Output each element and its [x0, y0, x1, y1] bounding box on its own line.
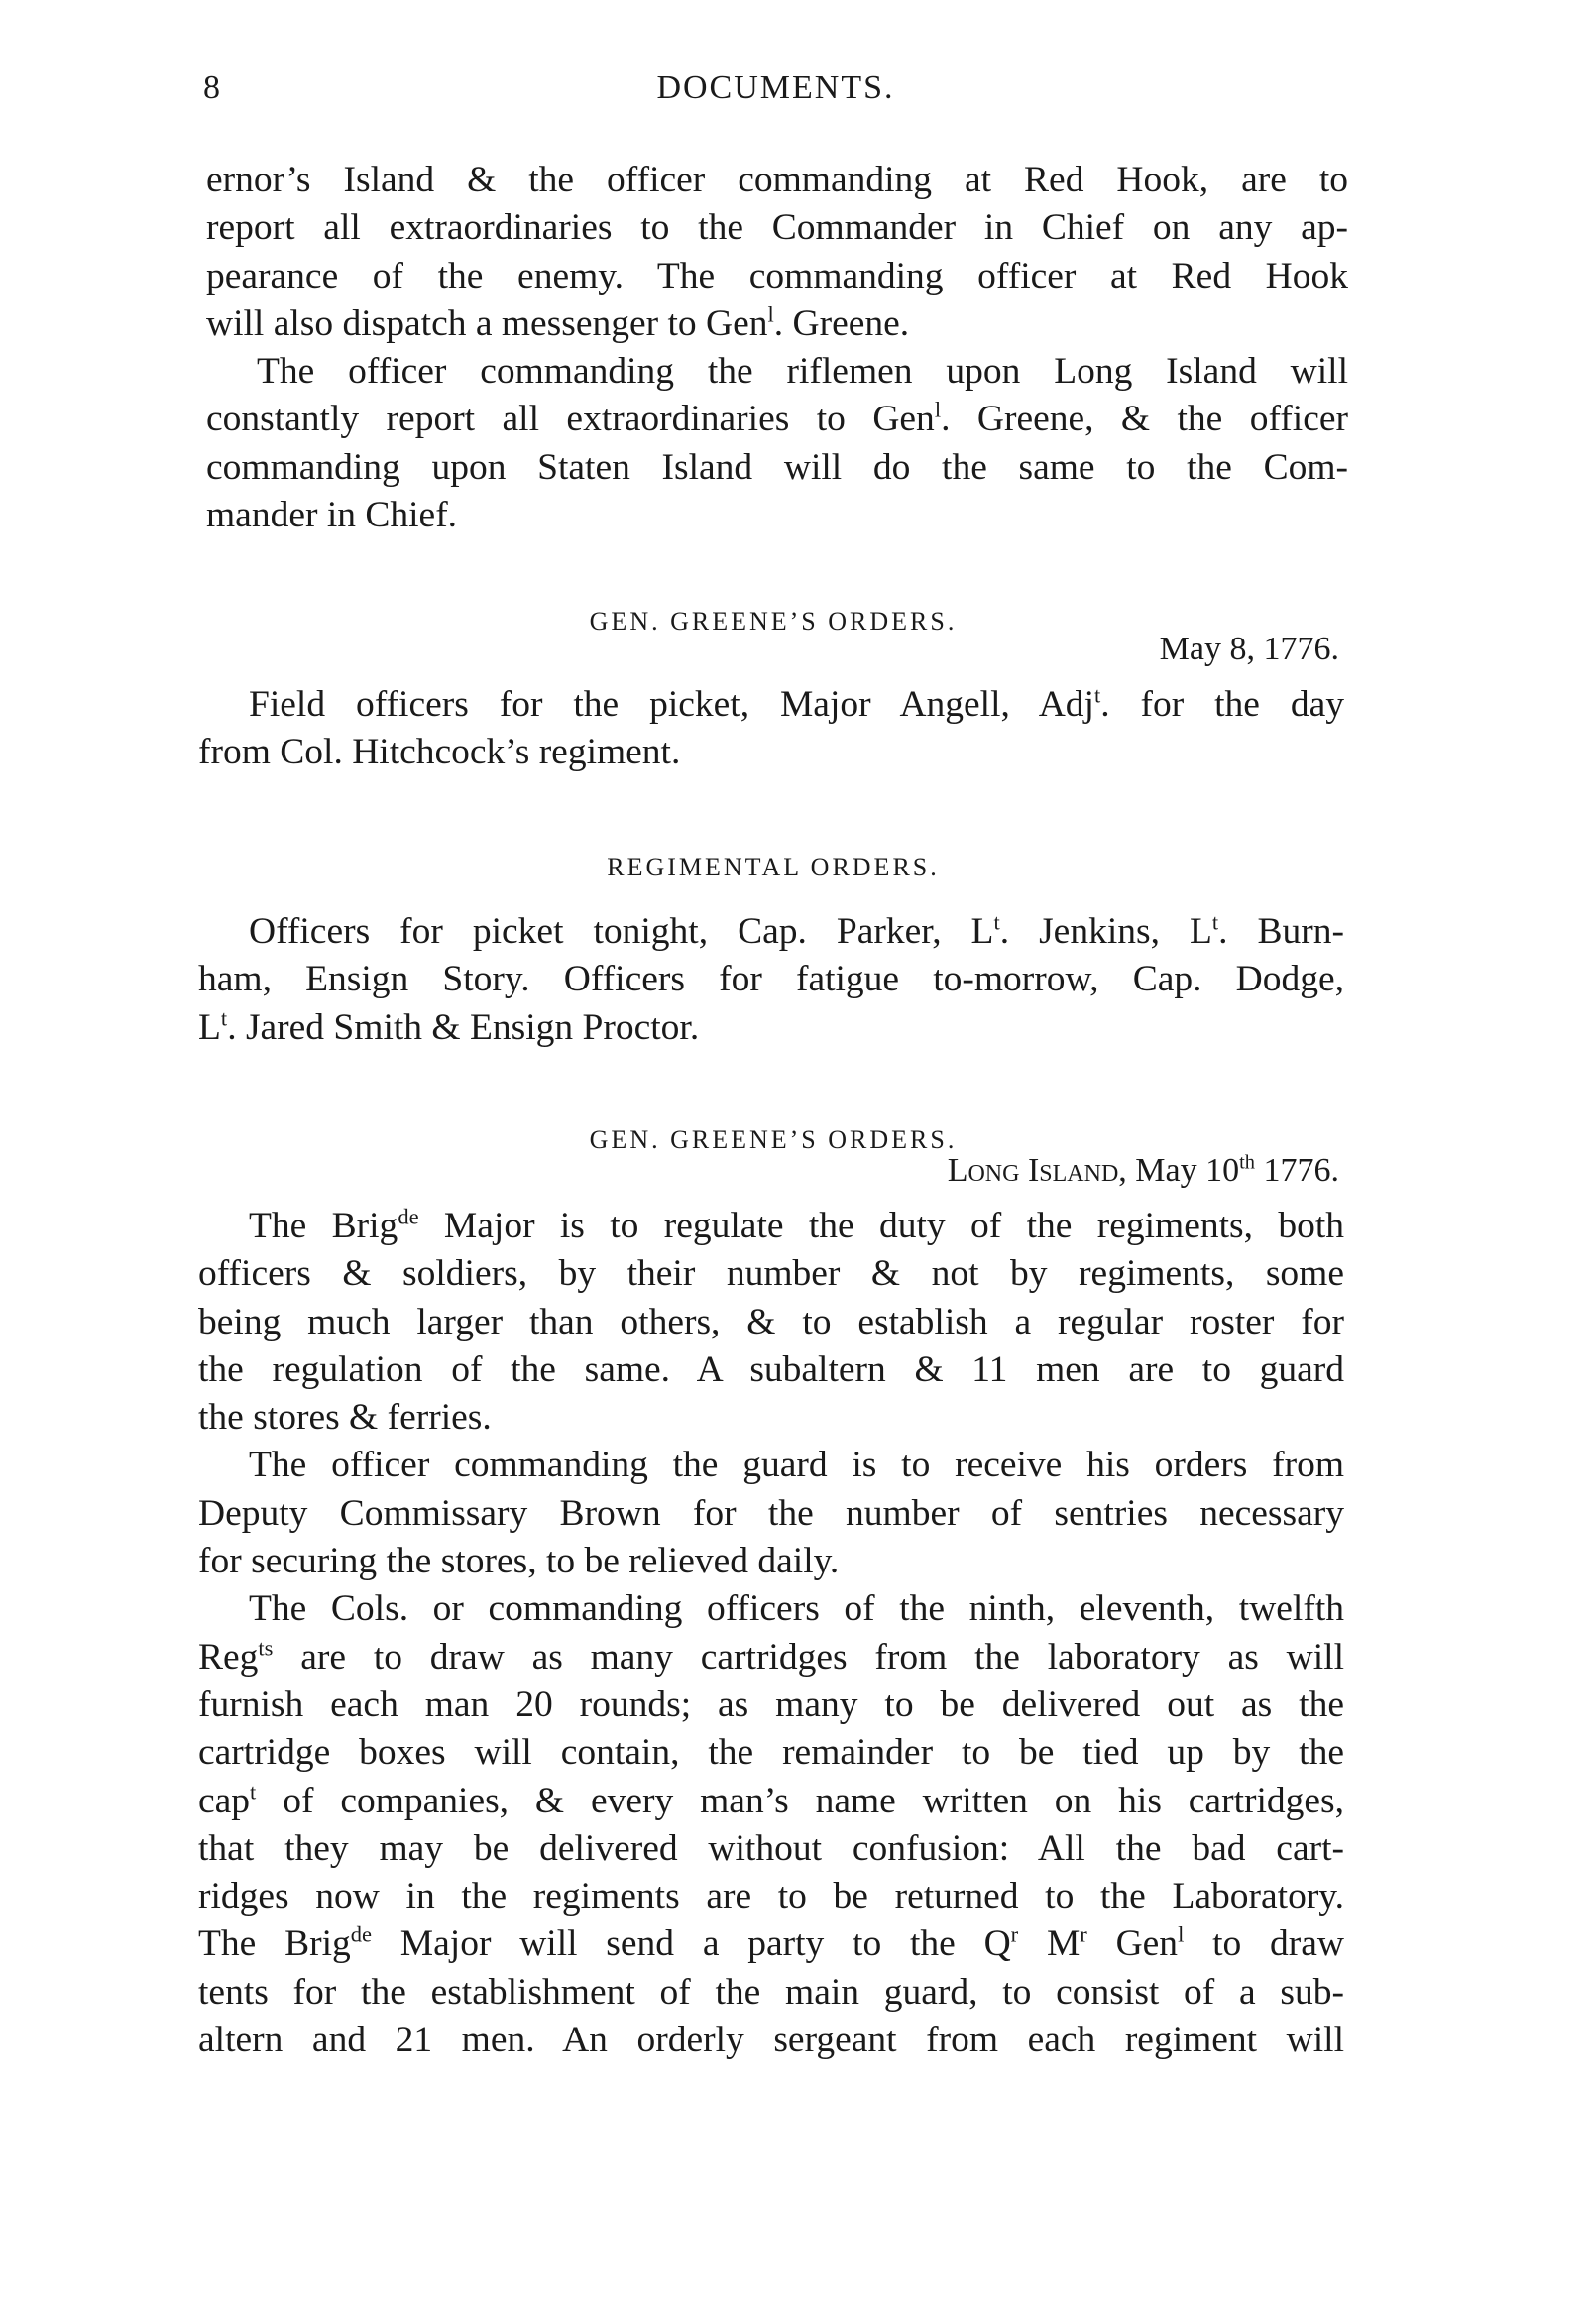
superscript: r: [1080, 1921, 1087, 1947]
superscript: de: [398, 1204, 419, 1229]
text-line: cartridge boxes will contain, the remainder to be tied up by the: [198, 1732, 1344, 1774]
superscript: l: [934, 397, 942, 422]
superscript: l: [767, 301, 774, 327]
text-line: mander in Chief.: [206, 495, 458, 536]
text-line: The Cols. or commanding officers of the ninth, eleventh, twelfth: [249, 1588, 1344, 1630]
superscript: ts: [258, 1635, 274, 1661]
text-line: The Brig$^{de}$ Major is to regulate the duty of the regiments, both: [249, 1204, 1344, 1246]
text-line: officers & soldiers, by their number & not by regiments, some: [198, 1253, 1344, 1295]
text-line: The officer commanding the riflemen upon Long Island will: [257, 351, 1348, 393]
text-line: altern and 21 men. An orderly sergeant from each regiment will: [198, 2020, 1344, 2061]
superscript: t: [1093, 682, 1101, 708]
text-line: constantly report all extraordinaries to Gen$^l$. Greene, & the officer: [206, 397, 1348, 440]
text-line: ham, Ensign Story. Officers for fatigue to-morrow, Cap. Dodge,: [198, 959, 1344, 1000]
text-line: ernor’s Island & the officer commanding at Red Hook, are to: [206, 160, 1348, 200]
section1-paragraph: [198, 681, 1344, 777]
text-line: The officer commanding the guard is to receive his orders from: [249, 1445, 1344, 1486]
text-line: report all extraordinaries to the Commander in Chief on any ap-: [206, 207, 1348, 249]
text-line: ridges now in the regiments are to be returned to the Laboratory.: [198, 1876, 1344, 1917]
section-heading-regimental-orders: REGIMENTAL ORDERS.: [607, 853, 940, 881]
text-line: tents for the establishment of the main guard, to consist of a sub-: [198, 1971, 1344, 2013]
top-paragraph-block: [206, 157, 1348, 539]
superscript: r: [1010, 1921, 1019, 1947]
dateline-long-island-may-10: Long Island, May 10th 1776.: [947, 1151, 1339, 1189]
section-heading-greene-orders-2: GEN. GREENE’S ORDERS.: [589, 1125, 958, 1154]
text-line: the regulation of the same. A subaltern & 11 men are to guard: [198, 1348, 1344, 1390]
superscript: l: [1178, 1921, 1185, 1947]
dateline-may-8: May 8, 1776.: [1159, 631, 1339, 667]
text-line: The Brig$^{de}$ Major will send a party to the $Q^r$ $M^r$ Gen$^l$ to draw: [198, 1921, 1345, 1965]
text-line: Deputy Commissary Brown for the number of sentries necessary: [198, 1492, 1344, 1534]
text-line: pearance of the enemy. The commanding officer at Red Hook: [206, 255, 1348, 296]
text-line: for securing the stores, to be relieved daily.: [198, 1541, 840, 1582]
text-line: will also dispatch a messenger to Gen$^l$. Greene.: [206, 301, 910, 344]
superscript: th: [1239, 1151, 1255, 1174]
text-line: furnish each man 20 rounds; as many to be delivered out as the: [198, 1684, 1344, 1725]
text-line: commanding upon Staten Island will do the same to the Com-: [206, 446, 1348, 488]
superscript: t: [993, 909, 1000, 935]
page-number: 8: [203, 69, 222, 106]
section3-body: [198, 1203, 1344, 2064]
text-line: the stores & ferries.: [198, 1397, 492, 1439]
superscript: de: [350, 1921, 372, 1947]
text-line: $L^t$. Jared Smith & Ensign Proctor.: [198, 1005, 700, 1048]
text-line: Officers for picket tonight, Cap. Parker, $L^t$. Jenkins, $L^t$. Burn-: [249, 909, 1344, 952]
superscript: t: [1211, 909, 1219, 935]
text-line: cap$^t$ of companies, & every man’s name written on his cartridges,: [198, 1779, 1345, 1821]
superscript: t: [220, 1005, 228, 1031]
running-title: DOCUMENTS.: [656, 69, 895, 106]
text-line: from Col. Hitchcock’s regiment.: [198, 732, 681, 773]
dateline-place: Long Island,: [947, 1152, 1127, 1189]
section2-paragraph: [198, 908, 1344, 1052]
text-line: that they may be delivered without confusion: All the bad cart-: [198, 1827, 1344, 1869]
section-heading-greene-orders-1: GEN. GREENE’S ORDERS.: [589, 607, 958, 636]
running-head: [203, 69, 1348, 119]
text-line: being much larger than others, & to establish a regular roster for: [198, 1301, 1344, 1342]
text-line: Field officers for the picket, Major Angell, Adj$^t$. for the day: [249, 682, 1344, 725]
text-line: Reg$^{ts}$ are to draw as many cartridges from the laboratory as will: [198, 1635, 1345, 1678]
superscript: t: [250, 1779, 257, 1804]
